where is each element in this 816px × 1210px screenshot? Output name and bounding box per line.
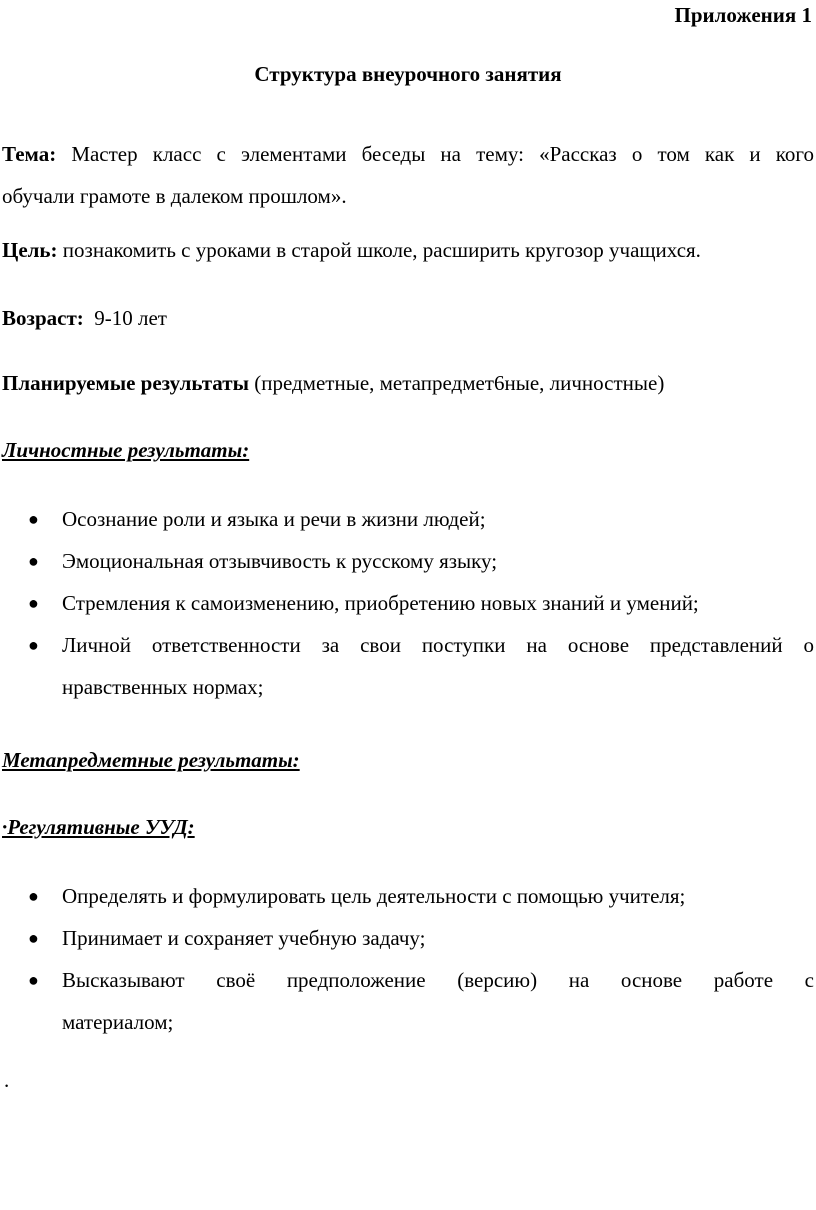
bullet-icon: ● bbox=[28, 928, 39, 948]
topic-text-line1: Мастер класс с элементами беседы на тему: «Рассказ о том как и кого bbox=[71, 142, 815, 166]
bullet-icon: ● bbox=[28, 886, 39, 906]
appendix-label: Приложения 1 bbox=[674, 3, 812, 27]
personal-results-heading: Личностные результаты: bbox=[2, 438, 250, 462]
bullet-icon: ● bbox=[28, 509, 39, 529]
list-item bbox=[0, 917, 814, 959]
personal-results-list bbox=[0, 498, 816, 708]
planned-text: (предметные, метапредмет6ные, личностные) bbox=[254, 371, 665, 395]
topic-label: Тема: bbox=[2, 142, 57, 166]
goal-paragraph bbox=[2, 240, 701, 261]
planned-paragraph bbox=[2, 373, 664, 394]
topic-line-2 bbox=[2, 175, 814, 217]
list-item-text: Принимает и сохраняет учебную задачу; bbox=[62, 926, 426, 950]
list-item-text: Эмоциональная отзывчивость к русскому языку; bbox=[62, 549, 498, 573]
regulative-heading: ·Регулятивные УУД: bbox=[2, 815, 195, 839]
topic-text-line2: обучали грамоте в далеком прошлом». bbox=[2, 184, 347, 208]
topic-line-1 bbox=[2, 133, 814, 175]
bullet-icon: ● bbox=[28, 593, 39, 613]
topic-paragraph bbox=[2, 133, 814, 217]
list-item-text-line1: Личной ответственности за свои поступки на основе представлений о bbox=[62, 633, 814, 657]
list-item bbox=[0, 540, 814, 582]
age-paragraph bbox=[2, 308, 167, 329]
list-item-text-line2: нравственных нормах; bbox=[62, 675, 264, 699]
bullet-icon: ● bbox=[28, 551, 39, 571]
planned-label: Планируемые результаты bbox=[2, 371, 249, 395]
meta-results-heading: Метапредметные результаты: bbox=[2, 748, 300, 772]
list-item-text: Стремления к самоизменению, приобретению новых знаний и умений; bbox=[62, 591, 699, 615]
list-item-text-line1: Высказывают своё предположение (версию) на основе работе с bbox=[62, 968, 814, 992]
list-item-text-line2: материалом; bbox=[62, 1010, 174, 1034]
document-title: Структура внеурочного занятия bbox=[254, 62, 562, 86]
age-text: 9-10 лет bbox=[94, 306, 167, 330]
regulative-list bbox=[0, 875, 816, 1043]
list-item bbox=[0, 624, 814, 708]
list-item bbox=[0, 959, 814, 1043]
goal-text: познакомить с уроками в старой школе, расширить кругозор учащихся. bbox=[62, 238, 701, 262]
list-item bbox=[0, 582, 814, 624]
list-item bbox=[0, 498, 814, 540]
age-label: Возраст: bbox=[2, 306, 84, 330]
bullet-icon: ● bbox=[28, 635, 39, 655]
list-item-text: Осознание роли и языка и речи в жизни людей; bbox=[62, 507, 486, 531]
bullet-icon: ● bbox=[28, 970, 39, 990]
goal-label: Цель: bbox=[2, 238, 58, 262]
list-item-text: Определять и формулировать цель деятельности с помощью учителя; bbox=[62, 884, 686, 908]
trailing-dot: . bbox=[4, 1068, 10, 1092]
list-item bbox=[0, 875, 814, 917]
